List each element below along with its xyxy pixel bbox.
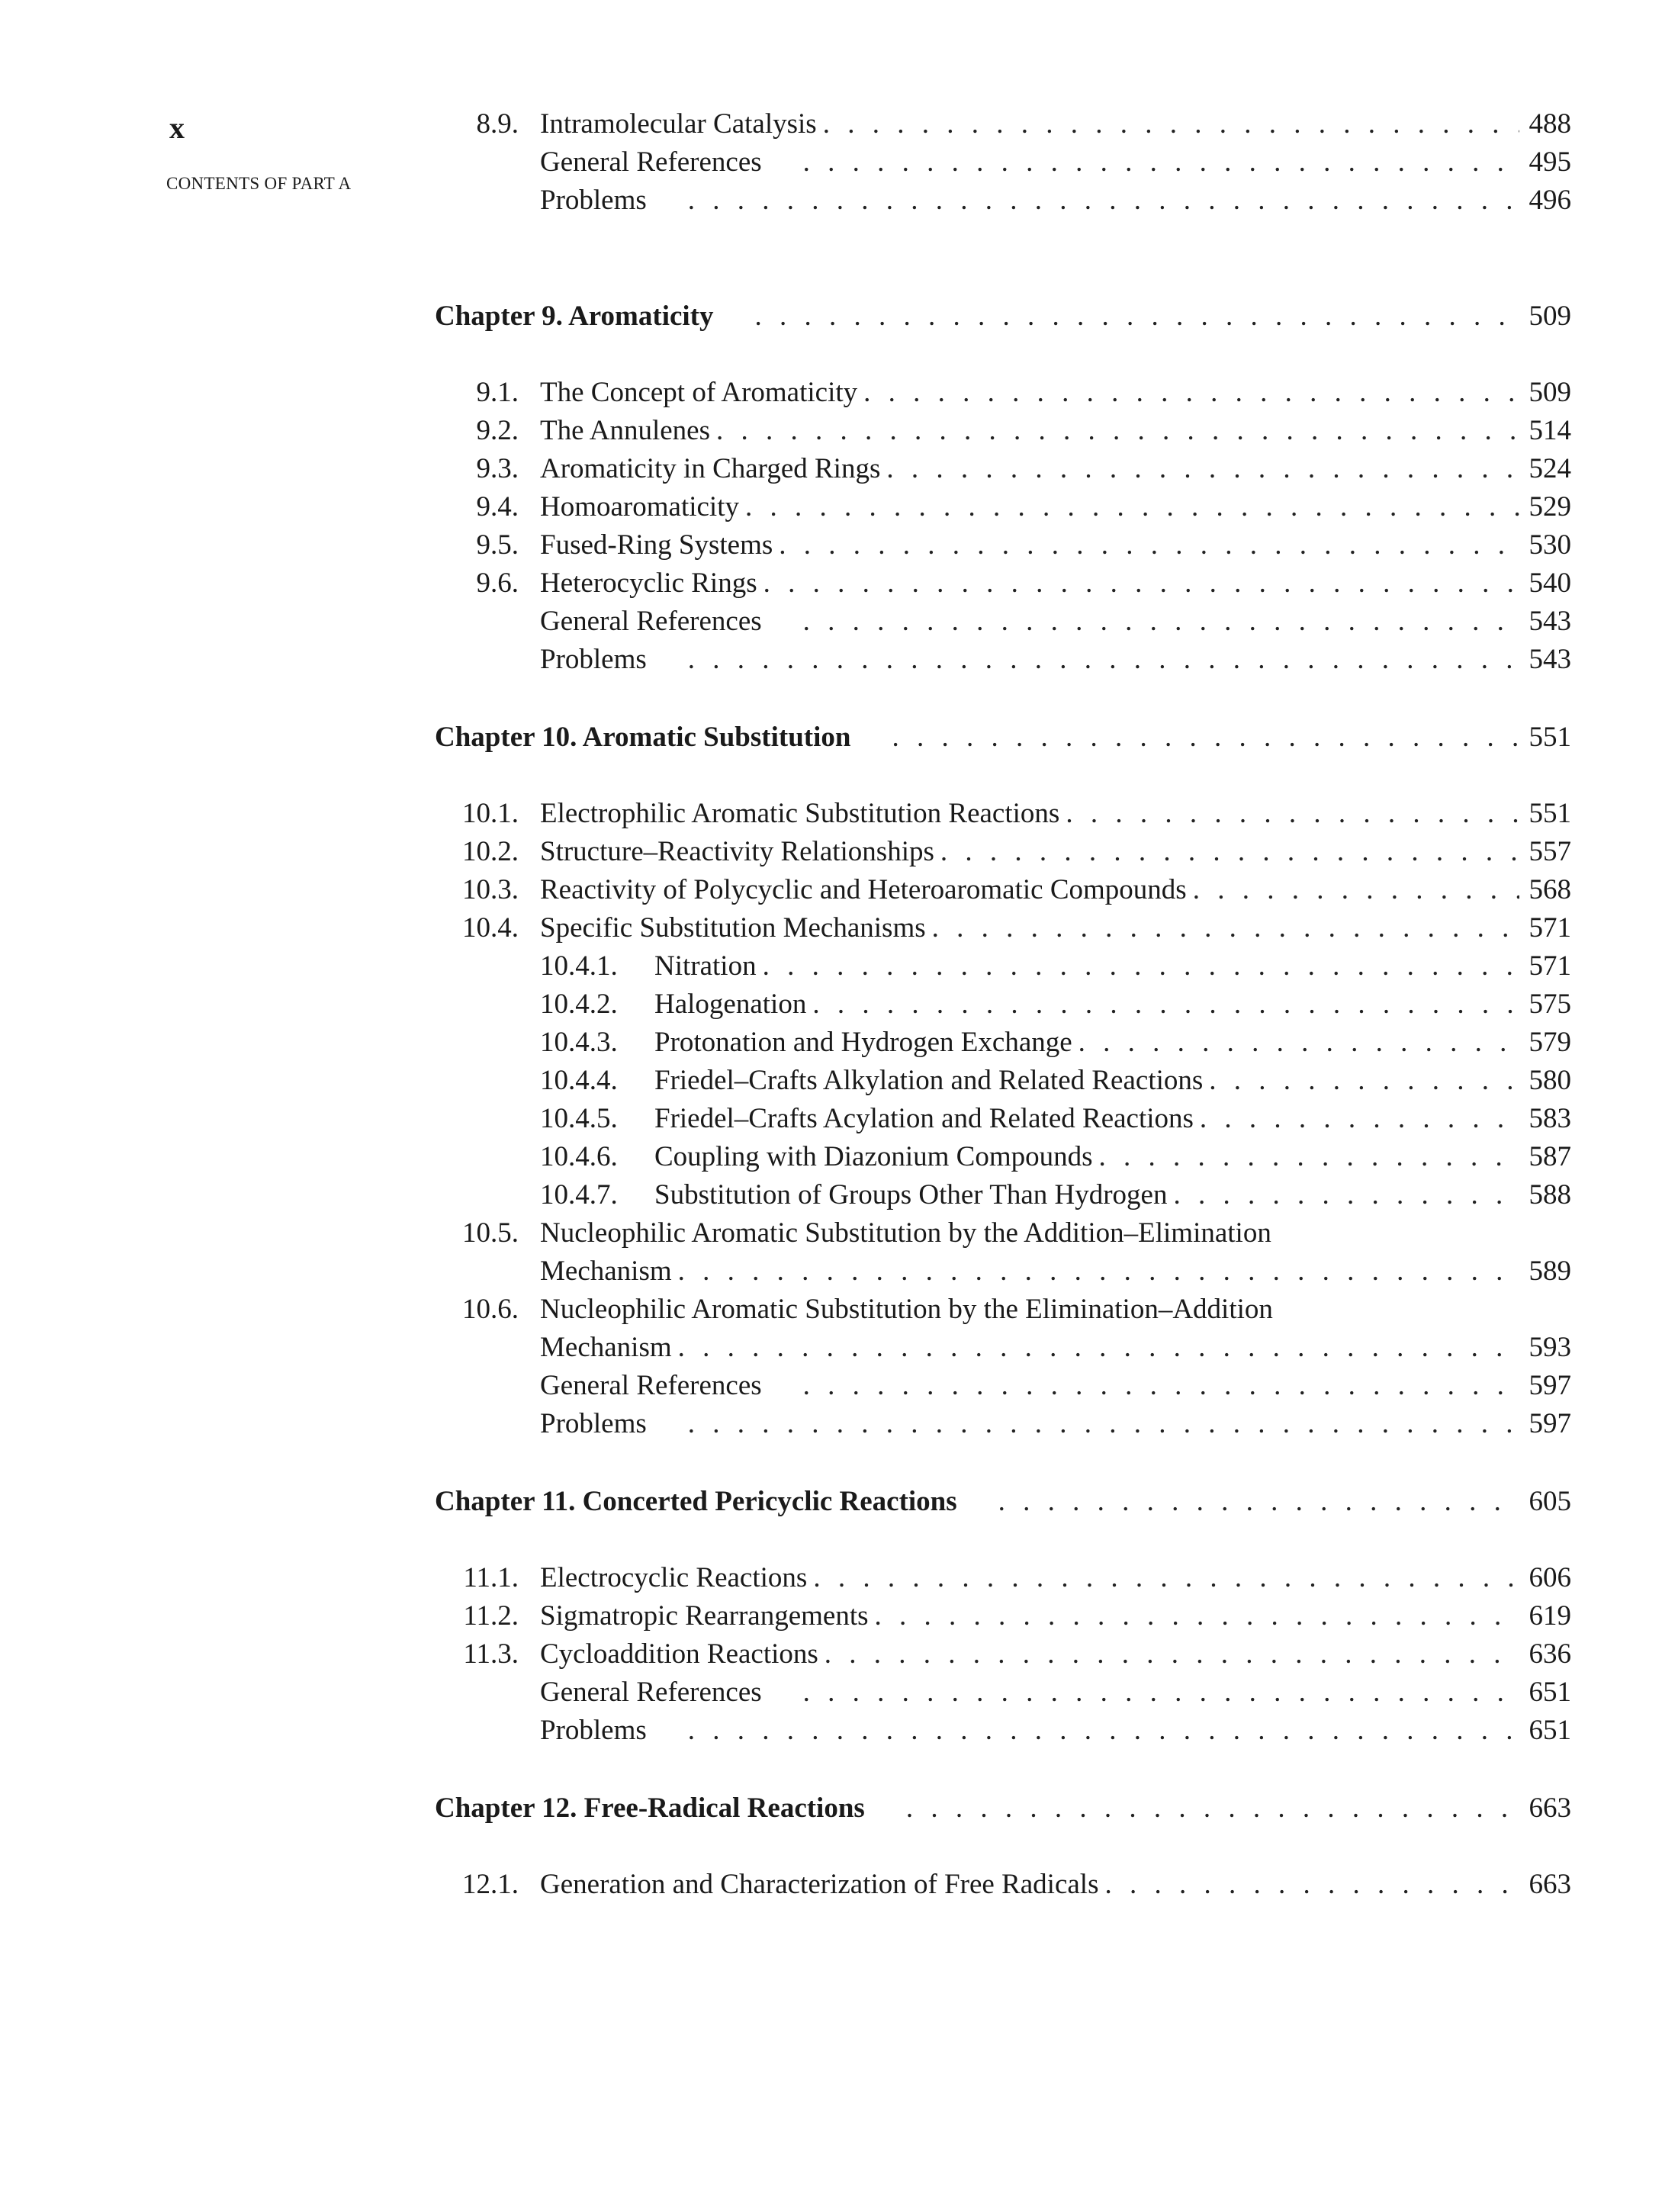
page-ref: 530 bbox=[1529, 529, 1571, 561]
section-title: Reactivity of Polycyclic and Heteroaromatic Compounds bbox=[540, 874, 1187, 905]
page-ref: 663 bbox=[1529, 1869, 1571, 1900]
section-title: Problems bbox=[540, 644, 647, 675]
dot-leader bbox=[1104, 1866, 1519, 1904]
section-title: Homoaromaticity bbox=[540, 491, 739, 522]
section-number: 9.1. bbox=[476, 377, 519, 408]
section-title-line1: Nucleophilic Aromatic Substitution by the Elimination–Addition bbox=[540, 1294, 1273, 1325]
dot-leader bbox=[863, 374, 1519, 412]
dot-leader bbox=[763, 564, 1519, 603]
toc-entry-ch9-general-references[interactable] bbox=[435, 603, 1571, 641]
running-head: CONTENTS OF PART A bbox=[166, 174, 352, 193]
section-title-line2: Mechanism bbox=[540, 1256, 672, 1287]
subsection-title: Protonation and Hydrogen Exchange bbox=[654, 1027, 1072, 1058]
subsection-title: Nitration bbox=[654, 950, 757, 982]
page-ref: 509 bbox=[1529, 301, 1571, 332]
section-number: 12.1. bbox=[462, 1869, 519, 1900]
section-number: 10.4. bbox=[462, 912, 519, 944]
page-ref: 579 bbox=[1529, 1027, 1571, 1058]
section-number: 10.6. bbox=[462, 1294, 519, 1325]
toc-entry-10-4-6[interactable] bbox=[435, 1138, 1571, 1176]
dot-leader bbox=[886, 450, 1519, 488]
toc-chapter-9[interactable] bbox=[435, 297, 1571, 336]
dot-leader bbox=[1200, 1100, 1519, 1138]
page-ref: 557 bbox=[1529, 836, 1571, 867]
page-ref: 496 bbox=[1529, 185, 1571, 216]
page-ref: 580 bbox=[1529, 1065, 1571, 1096]
section-number: 9.2. bbox=[476, 415, 519, 446]
chapter-title: Chapter 9. Aromaticity bbox=[435, 301, 714, 332]
section-number: 11.3. bbox=[463, 1638, 519, 1670]
page-ref: 597 bbox=[1529, 1370, 1571, 1401]
dot-leader bbox=[998, 1483, 1519, 1521]
subsection-number: 10.4.6. bbox=[540, 1141, 618, 1172]
section-title: General References bbox=[540, 146, 762, 178]
toc-entry-10-2[interactable] bbox=[435, 833, 1571, 871]
dot-leader bbox=[745, 488, 1519, 526]
section-title: General References bbox=[540, 606, 762, 637]
section-title: Aromaticity in Charged Rings bbox=[540, 453, 881, 484]
toc-entry-12-1[interactable] bbox=[435, 1866, 1571, 1904]
page-ref: 551 bbox=[1529, 798, 1571, 829]
toc-entry-ch8-general-references[interactable] bbox=[435, 143, 1571, 182]
subsection-number: 10.4.2. bbox=[540, 989, 618, 1020]
toc-entry-8-9[interactable] bbox=[435, 105, 1571, 143]
dot-leader bbox=[940, 833, 1519, 871]
toc-entry-ch10-general-references[interactable] bbox=[435, 1367, 1571, 1405]
toc-entry-10-4-2[interactable] bbox=[435, 985, 1571, 1024]
dot-leader bbox=[803, 143, 1519, 182]
dot-leader bbox=[803, 603, 1519, 641]
page-ref: 543 bbox=[1529, 606, 1571, 637]
section-number: 8.9. bbox=[476, 108, 519, 140]
page-ref: 593 bbox=[1529, 1332, 1571, 1363]
toc-entry-10-4-3[interactable] bbox=[435, 1024, 1571, 1062]
section-number: 9.4. bbox=[476, 491, 519, 522]
subsection-title: Coupling with Diazonium Compounds bbox=[654, 1141, 1093, 1172]
subsection-number: 10.4.1. bbox=[540, 950, 618, 982]
toc-entry-9-6[interactable] bbox=[435, 564, 1571, 603]
table-of-contents bbox=[435, 105, 1571, 1904]
toc-entry-10-4-1[interactable] bbox=[435, 947, 1571, 985]
dot-leader bbox=[716, 412, 1519, 450]
toc-chapter-10[interactable] bbox=[435, 719, 1571, 757]
section-title: Heterocyclic Rings bbox=[540, 567, 757, 599]
page-ref: 606 bbox=[1529, 1562, 1571, 1593]
dot-leader bbox=[1066, 795, 1519, 833]
dot-leader bbox=[688, 182, 1519, 220]
page-ref: 488 bbox=[1529, 108, 1571, 140]
dot-leader bbox=[678, 1252, 1519, 1291]
toc-entry-ch9-problems[interactable] bbox=[435, 641, 1571, 679]
section-title: General References bbox=[540, 1370, 762, 1401]
toc-entry-9-3[interactable] bbox=[435, 450, 1571, 488]
page-ref: 495 bbox=[1529, 146, 1571, 178]
toc-entry-10-5-cont[interactable] bbox=[435, 1252, 1571, 1291]
toc-entry-10-4-5[interactable] bbox=[435, 1100, 1571, 1138]
page-ref: 543 bbox=[1529, 644, 1571, 675]
toc-entry-9-4[interactable] bbox=[435, 488, 1571, 526]
dot-leader bbox=[823, 105, 1519, 143]
section-title: Problems bbox=[540, 185, 647, 216]
page-ref: 619 bbox=[1529, 1600, 1571, 1632]
toc-entry-10-4[interactable] bbox=[435, 909, 1571, 947]
dot-leader bbox=[803, 1367, 1519, 1405]
section-title: Specific Substitution Mechanisms bbox=[540, 912, 926, 944]
page-ref: 583 bbox=[1529, 1103, 1571, 1134]
page-ref: 571 bbox=[1529, 950, 1571, 982]
section-title: Problems bbox=[540, 1715, 647, 1746]
toc-entry-10-3[interactable] bbox=[435, 871, 1571, 909]
dot-leader bbox=[688, 1712, 1519, 1750]
page-ref: 514 bbox=[1529, 415, 1571, 446]
toc-entry-10-6-cont[interactable] bbox=[435, 1329, 1571, 1367]
section-title: Fused-Ring Systems bbox=[540, 529, 773, 561]
section-title: Generation and Characterization of Free Radicals bbox=[540, 1869, 1099, 1900]
section-number: 9.3. bbox=[476, 453, 519, 484]
page-ref: 571 bbox=[1529, 912, 1571, 944]
toc-entry-9-1[interactable] bbox=[435, 374, 1571, 412]
dot-leader bbox=[688, 1405, 1519, 1443]
section-number: 11.2. bbox=[463, 1600, 519, 1632]
dot-leader bbox=[1193, 871, 1519, 909]
dot-leader bbox=[932, 909, 1519, 947]
dot-leader bbox=[1078, 1024, 1519, 1062]
section-number: 10.5. bbox=[462, 1217, 519, 1249]
chapter-title: Chapter 10. Aromatic Substitution bbox=[435, 722, 851, 753]
section-title: General References bbox=[540, 1677, 762, 1708]
dot-leader bbox=[892, 719, 1519, 757]
subsection-number: 10.4.3. bbox=[540, 1027, 618, 1058]
toc-entry-11-1[interactable] bbox=[435, 1559, 1571, 1597]
subsection-number: 10.4.5. bbox=[540, 1103, 618, 1134]
subsection-number: 10.4.4. bbox=[540, 1065, 618, 1096]
toc-entry-ch8-problems[interactable] bbox=[435, 182, 1571, 220]
section-number: 9.5. bbox=[476, 529, 519, 561]
page-number: x bbox=[169, 111, 185, 145]
page-ref: 663 bbox=[1529, 1792, 1571, 1824]
subsection-title: Friedel–Crafts Acylation and Related Reactions bbox=[654, 1103, 1194, 1134]
toc-entry-10-1[interactable] bbox=[435, 795, 1571, 833]
toc-entry-9-5[interactable] bbox=[435, 526, 1571, 564]
dot-leader bbox=[1209, 1062, 1519, 1100]
section-number: 11.1. bbox=[463, 1562, 519, 1593]
section-number: 9.6. bbox=[476, 567, 519, 599]
page-ref: 636 bbox=[1529, 1638, 1571, 1670]
section-title: Structure–Reactivity Relationships bbox=[540, 836, 934, 867]
toc-entry-10-5[interactable] bbox=[435, 1214, 1571, 1252]
dot-leader bbox=[825, 1635, 1519, 1673]
page-ref: 529 bbox=[1529, 491, 1571, 522]
dot-leader bbox=[1099, 1138, 1519, 1176]
section-title: Electrophilic Aromatic Substitution Reactions bbox=[540, 798, 1060, 829]
page-ref: 551 bbox=[1529, 722, 1571, 753]
dot-leader bbox=[906, 1789, 1519, 1828]
dot-leader bbox=[813, 1559, 1519, 1597]
dot-leader bbox=[1173, 1176, 1519, 1214]
section-number: 10.3. bbox=[462, 874, 519, 905]
dot-leader bbox=[803, 1673, 1519, 1712]
page-ref: 587 bbox=[1529, 1141, 1571, 1172]
subsection-title: Substitution of Groups Other Than Hydrogen bbox=[654, 1179, 1168, 1210]
toc-entry-ch11-general-references[interactable] bbox=[435, 1673, 1571, 1712]
page-ref: 651 bbox=[1529, 1715, 1571, 1746]
section-number: 10.1. bbox=[462, 798, 519, 829]
page-ref: 575 bbox=[1529, 989, 1571, 1020]
page-ref: 651 bbox=[1529, 1677, 1571, 1708]
toc-chapter-11[interactable] bbox=[435, 1483, 1571, 1521]
toc-chapter-12[interactable] bbox=[435, 1789, 1571, 1828]
toc-entry-10-4-4[interactable] bbox=[435, 1062, 1571, 1100]
page-ref: 597 bbox=[1529, 1408, 1571, 1439]
toc-entry-ch11-problems[interactable] bbox=[435, 1712, 1571, 1750]
page-ref: 568 bbox=[1529, 874, 1571, 905]
toc-entry-10-6[interactable] bbox=[435, 1291, 1571, 1329]
dot-leader bbox=[812, 985, 1519, 1024]
section-title-line1: Nucleophilic Aromatic Substitution by the Addition–Elimination bbox=[540, 1217, 1271, 1249]
toc-entry-ch10-problems[interactable] bbox=[435, 1405, 1571, 1443]
chapter-title: Chapter 12. Free-Radical Reactions bbox=[435, 1792, 865, 1824]
section-title: Electrocyclic Reactions bbox=[540, 1562, 808, 1593]
section-title: Problems bbox=[540, 1408, 647, 1439]
dot-leader bbox=[763, 947, 1519, 985]
section-title: Sigmatropic Rearrangements bbox=[540, 1600, 869, 1632]
section-title-line2: Mechanism bbox=[540, 1332, 672, 1363]
dot-leader bbox=[875, 1597, 1519, 1635]
chapter-title: Chapter 11. Concerted Pericyclic Reactions bbox=[435, 1486, 957, 1517]
section-number: 10.2. bbox=[462, 836, 519, 867]
section-title: The Annulenes bbox=[540, 415, 710, 446]
toc-entry-11-2[interactable] bbox=[435, 1597, 1571, 1635]
subsection-title: Halogenation bbox=[654, 989, 807, 1020]
dot-leader bbox=[688, 641, 1519, 679]
page-ref: 588 bbox=[1529, 1179, 1571, 1210]
section-title: The Concept of Aromaticity bbox=[540, 377, 858, 408]
dot-leader bbox=[779, 526, 1519, 564]
page-ref: 589 bbox=[1529, 1256, 1571, 1287]
section-title: Intramolecular Catalysis bbox=[540, 108, 817, 140]
section-title: Cycloaddition Reactions bbox=[540, 1638, 818, 1670]
dot-leader bbox=[755, 297, 1519, 336]
toc-entry-11-3[interactable] bbox=[435, 1635, 1571, 1673]
toc-entry-10-4-7[interactable] bbox=[435, 1176, 1571, 1214]
dot-leader bbox=[678, 1329, 1519, 1367]
subsection-number: 10.4.7. bbox=[540, 1179, 618, 1210]
page-ref: 509 bbox=[1529, 377, 1571, 408]
page-ref: 524 bbox=[1529, 453, 1571, 484]
page-ref: 540 bbox=[1529, 567, 1571, 599]
subsection-title: Friedel–Crafts Alkylation and Related Reactions bbox=[654, 1065, 1204, 1096]
toc-entry-9-2[interactable] bbox=[435, 412, 1571, 450]
page-ref: 605 bbox=[1529, 1486, 1571, 1517]
